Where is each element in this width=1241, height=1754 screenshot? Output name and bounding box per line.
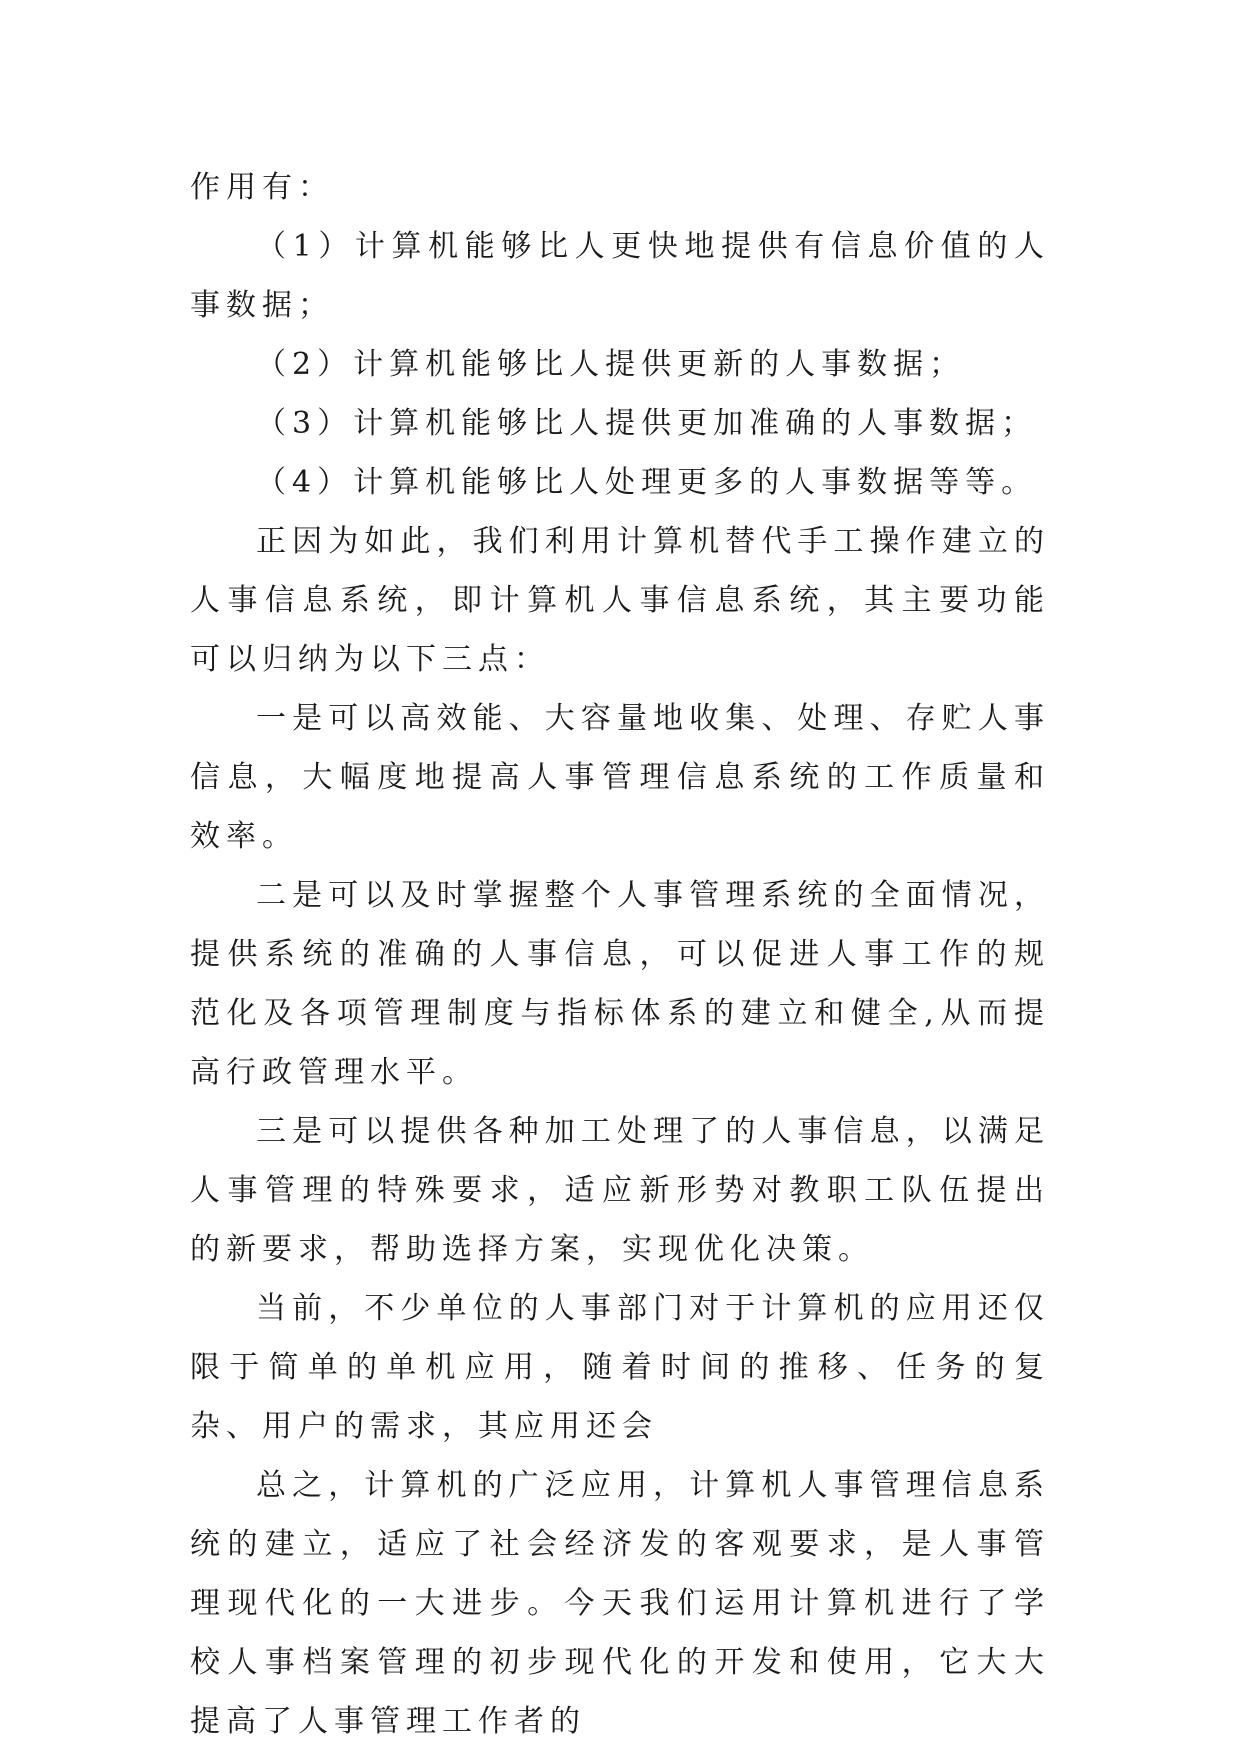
paragraph-point-2: 二是可以及时掌握整个人事管理系统的全面情况，提供系统的准确的人事信息，可以促进人事工作的规范化及各项管理制度与指标体系的建立和健全,从而提高行政管理水平。 — [190, 878, 1050, 1090]
paragraph-item-2: （2）计算机能够比人提供更新的人事数据； — [256, 347, 966, 382]
paragraph-current-status: 当前，不少单位的人事部门对于计算机的应用还仅限于简单的单机应用，随着时间的推移、任务的复杂、用户的需求，其应用还会 — [190, 1291, 1050, 1444]
paragraph-item-1: （1）计算机能够比人更快地提供有信息价值的人事数据； — [190, 229, 1050, 323]
paragraph-summary-functions: 正因为如此，我们利用计算机替代手工操作建立的人事信息系统，即计算机人事信息系统，其主要功能可以归纳为以下三点： — [190, 524, 1050, 677]
paragraph-point-1: 一是可以高效能、大容量地收集、处理、存贮人事信息，大幅度地提高人事管理信息系统的工作质量和效率。 — [190, 701, 1050, 854]
paragraph-item-4: （4）计算机能够比人处理更多的人事数据等等。 — [256, 465, 1038, 500]
paragraph-conclusion: 总之，计算机的广泛应用，计算机人事管理信息系统的建立，适应了社会经济发的客观要求，是人事管理现代化的一大进步。今天我们运用计算机进行了学校人事档案管理的初步现代化的开发和使用，它大大提高了人事管理工作者的 — [190, 1468, 1050, 1739]
body-text — [190, 158, 1050, 1751]
paragraph-point-3: 三是可以提供各种加工处理了的人事信息，以满足人事管理的特殊要求，适应新形势对教职工队伍提出的新要求，帮助选择方案，实现优化决策。 — [190, 1114, 1050, 1267]
paragraph-intro: 作用有： — [190, 170, 334, 205]
paragraph-item-3: （3）计算机能够比人提供更加准确的人事数据； — [256, 406, 1038, 441]
